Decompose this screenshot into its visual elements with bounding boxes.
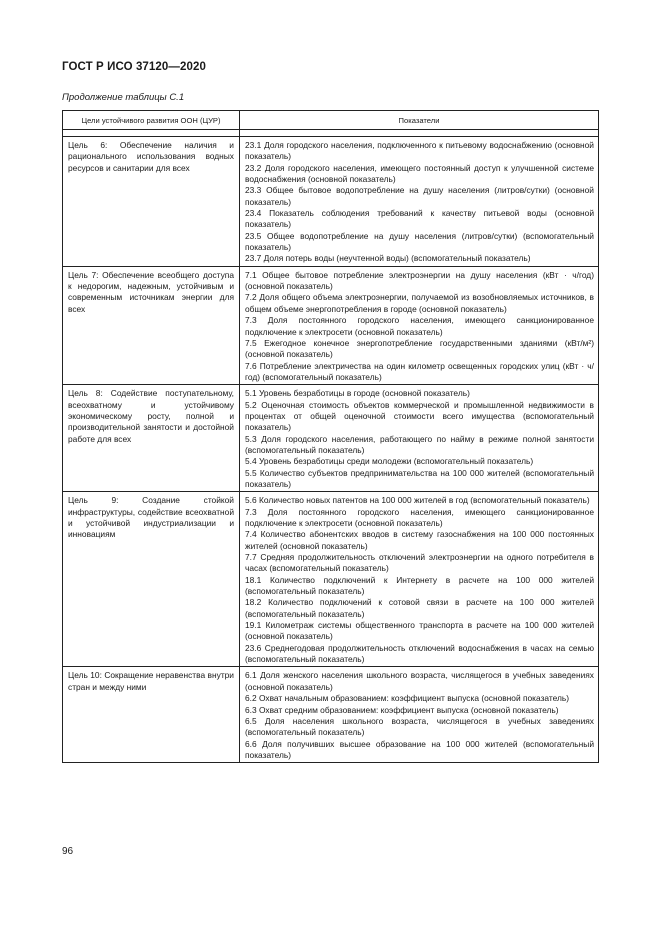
indicator-line: 7.2 Доля общего объема электроэнергии, получаемой из возобновляемых источников, в общем объеме энергопотребления в городе (основной показатель) xyxy=(245,292,594,314)
indicators-cell xyxy=(240,266,599,384)
table-row xyxy=(63,667,599,763)
indicator-line: 6.1 Доля женского населения школьного возраста, числящегося в учебных заведениях (основной показатель) xyxy=(245,670,594,692)
indicator-line: 23.5 Общее водопотребление на душу населения (литров/сутки) (вспомогательный показатель) xyxy=(245,230,594,253)
goal-cell: Цель 9: Создание стойкой инфраструктуры, содействие всеохватной и устойчивой индустриализации и инновациям xyxy=(63,492,240,667)
indicator-line: 7.5 Ежегодное конечное энергопотребление государственными зданиями (кВт/м²) (основной показатель) xyxy=(245,337,594,360)
document-title: ГОСТ Р ИСО 37120—2020 xyxy=(62,61,207,73)
indicator-line: 18.1 Количество подключений к Интернету в расчете на 100 000 жителей (вспомогательный показатель) xyxy=(245,574,594,597)
indicator-line: 6.2 Охват начальным образованием: коэффициент выпуска (основной показатель) xyxy=(245,693,570,704)
indicator-line: 7.1 Общее бытовое потребление электроэнергии на душу населения (кВт · ч/год) (основной показатель) xyxy=(245,269,594,292)
goal-cell: Цель 8: Содействие поступательному, всеохватному и устойчивому экономическому росту, полной и производительной занятости и достойной работе для всех xyxy=(63,385,240,492)
indicator-line: 23.2 Доля городского населения, имеющего постоянный доступ к улучшенной системе водоснабжения (основной показатель) xyxy=(245,162,594,185)
indicator-line: 5.2 Оценочная стоимость объектов коммерческой и промышленной недвижимости в процентах от общей оценочной стоимости всего имущества (вспомогательный показатель) xyxy=(245,399,594,433)
indicator-line: 6.6 Доля получивших высшее образование на 100 000 жителей (вспомогательный показатель) xyxy=(245,738,594,760)
indicator-line: 7.3 Доля постоянного городского населения, имеющего санкционированное подключение к электросети (основной показатель) xyxy=(245,506,594,528)
indicator-line: 18.2 Количество подключений к сотовой связи в расчете на 100 000 жителей (вспомогательный показатель) xyxy=(245,597,594,619)
indicator-line: 5.4 Уровень безработицы среди молодежи (вспомогательный показатель) xyxy=(245,456,534,467)
table-header-row xyxy=(63,111,599,130)
table-row xyxy=(63,385,599,492)
indicator-line: 23.1 Доля городского населения, подключенного к питьевому водоснабжению (основной показатель) xyxy=(245,140,594,162)
indicators-cell xyxy=(240,385,599,492)
indicator-line: 7.7 Средняя продолжительность отключений электроэнергии на одного потребителя в часах (вспомогательный показатель) xyxy=(245,552,594,574)
indicator-line: 7.4 Количество абонентских вводов в систему газоснабжения на 100 000 постоянных жителей (основной показатель) xyxy=(245,529,594,551)
indicator-line: 5.5 Количество субъектов предпринимательства на 100 000 жителей (вспомогательный показатель) xyxy=(245,467,594,489)
goal-cell: Цель 7: Обеспечение всеобщего доступа к недорогим, надежным, устойчивым и современным источникам энергии для всех xyxy=(63,266,240,384)
column-header-goals: Цели устойчивого развития ООН (ЦУР) xyxy=(63,111,240,130)
table-row xyxy=(63,492,599,667)
indicator-line: 23.6 Среднегодовая продолжительность отключений водоснабжения в часах на семью (вспомогательный показатель) xyxy=(245,642,594,665)
indicator-line: 5.3 Доля городского населения, работающего по найму в режиме полной занятости (вспомогательный показатель) xyxy=(245,433,594,455)
table-row xyxy=(63,137,599,267)
indicator-line: 23.4 Показатель соблюдения требований к качеству питьевой воды (основной показатель) xyxy=(245,208,594,230)
column-header-indicators: Показатели xyxy=(240,111,599,130)
indicators-cell xyxy=(240,667,599,763)
indicator-line: 5.1 Уровень безработицы в городе (основной показатель) xyxy=(245,388,470,399)
indicator-line: 6.5 Доля населения школьного возраста, числящегося в учебных заведениях (вспомогательный показатель) xyxy=(245,715,594,738)
indicators-cell xyxy=(240,492,599,667)
indicator-line: 7.3 Доля постоянного городского населения, имеющего санкционированное подключение к электросети (основной показатель) xyxy=(245,315,594,337)
goal-cell: Цель 6: Обеспечение наличия и рационального использования водных ресурсов и санитарии для всех xyxy=(63,137,240,267)
indicators-cell xyxy=(240,137,599,267)
indicator-line: 23.3 Общее бытовое водопотребление на душу населения (литров/сутки) (основной показатель) xyxy=(245,185,594,207)
goal-cell: Цель 10: Сокращение неравенства внутри стран и между ними xyxy=(63,667,240,763)
table-row xyxy=(63,266,599,384)
table-continuation-caption: Продолжение таблицы С.1 xyxy=(62,92,185,103)
page-number: 96 xyxy=(62,846,74,857)
indicator-line: 6.3 Охват средним образованием: коэффициент выпуска (основной показатель) xyxy=(245,704,559,715)
indicator-line: 7.6 Потребление электричества на один километр освещенных городских улиц (кВт · ч/год) (вспомогательный показатель) xyxy=(245,360,594,382)
indicator-line: 23.7 Доля потерь воды (неучтенной воды) (вспомогательный показатель) xyxy=(245,253,531,264)
sdg-indicators-table xyxy=(62,110,599,763)
indicator-line: 5.6 Количество новых патентов на 100 000 жителей в год (вспомогательный показатель) xyxy=(245,495,590,506)
indicator-line: 19.1 Километраж системы общественного транспорта в расчете на 100 000 жителей (основной показатель) xyxy=(245,620,594,642)
